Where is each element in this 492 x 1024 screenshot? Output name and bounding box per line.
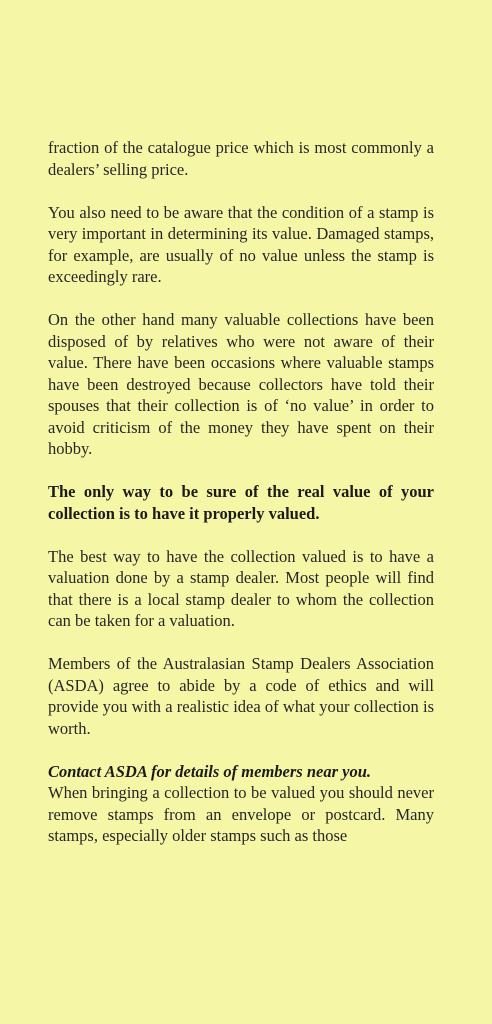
paragraph-stamp-dealer: The best way to have the collection valued is to have a valuation done by a stamp dealer. Most people will find that there is a local stamp dealer to whom the collection can be taken for a valuation. <box>48 546 434 630</box>
paragraph-proper-valuation: The only way to be sure of the real value of your collection is to have it properly valued. <box>48 482 434 523</box>
paragraph-asda-members: Members of the Australasian Stamp Dealers Association (ASDA) agree to abide by a code of ethics and will provide you with a realistic idea of what your collection is worth. <box>48 654 434 738</box>
paragraph-bringing-collection: When bringing a collection to be valued you should never remove stamps from an envelope or postcard. Many stamps, especially older stamps such as those <box>48 783 434 845</box>
paragraph-stamp-condition: You also need to be aware that the condition of a stamp is very important in determining its value. Damaged stamps, for example, are usually of no value unless the stamp is exceedingly rare. <box>48 202 434 286</box>
document-body <box>48 137 434 868</box>
paragraph-valuable-collections: On the other hand many valuable collections have been disposed of by relatives who were not aware of their value. There have been occasions where valuable stamps have been destroyed because collectors have told their spouses that their collection is of ‘no value’ in order to avoid criticism of the money they have spent on their hobby. <box>48 310 434 458</box>
paragraph-catalogue-price: fraction of the catalogue price which is most commonly a dealers’ selling price. <box>48 138 434 179</box>
contact-asda-heading: Contact ASDA for details of members near you. <box>48 761 371 781</box>
